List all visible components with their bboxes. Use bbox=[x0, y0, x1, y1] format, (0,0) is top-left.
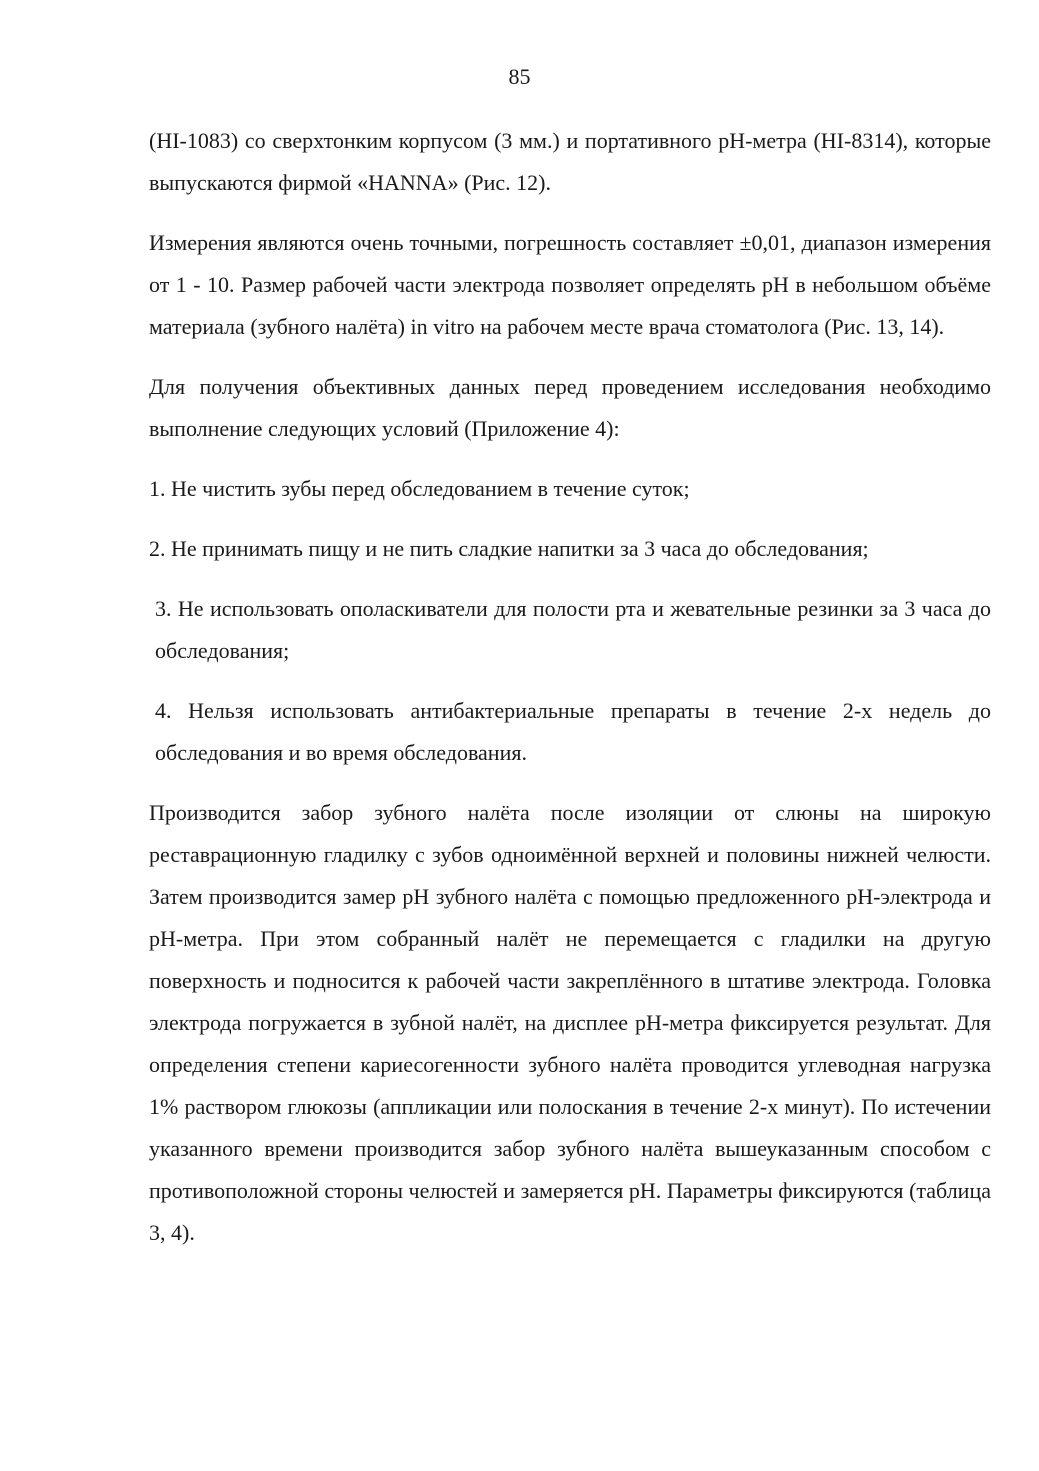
paragraph-conditions-intro: Для получения объективных данных перед проведением исследования необходимо выполнение следующих условий (Приложение 4): bbox=[149, 374, 991, 441]
condition-item-1: 1. Не чистить зубы перед обследованием в течение суток; bbox=[149, 476, 690, 501]
paragraph-procedure: Производится забор зубного налёта после изоляции от слюны на широкую реставрационную гладилку с зубов одноимённой верхней и половины нижней челюсти. Затем производится замер pH зубного налёта с помощью предложенного pH-электрода и pH-метра. При этом собранный налёт не перемещается с гладилки на другую поверхность и подносится к рабочей части закреплённого в штативе электрода. Головка электрода погружается в зубной налёт, на дисплее pH-метра фиксируется результат. Для определения степени кариесогенности зубного налёта проводится углеводная нагрузка 1% раствором глюкозы (аппликации или полоскания в течение 2-х минут). По истечении указанного времени производится забор зубного налёта вышеуказанным способом с противоположной стороны челюстей и замеряется pH. Параметры фиксируются (таблица 3, 4). bbox=[149, 800, 991, 1245]
paragraph-device-description: (HI-1083) со сверхтонким корпусом (3 мм.) и портативного pH-метра (HI-8314), которые выпускаются фирмой «HANNA» (Рис. 12). bbox=[149, 128, 991, 195]
condition-item-2: 2. Не принимать пищу и не пить сладкие напитки за 3 часа до обследования; bbox=[149, 536, 869, 561]
paragraph-measurement-accuracy: Измерения являются очень точными, погрешность составляет ±0,01, диапазон измерения от 1 - 10. Размер рабочей части электрода позволяет определять pH в небольшом объёме материала (зубного налёта) in vitro на рабочем месте врача стоматолога (Рис. 13, 14). bbox=[149, 230, 991, 339]
condition-item-3: 3. Не использовать ополаскиватели для полости рта и жевательные резинки за 3 часа до обследования; bbox=[155, 596, 991, 663]
condition-item-4: 4. Нельзя использовать антибактериальные препараты в течение 2-х недель до обследования и во время обследования. bbox=[155, 698, 991, 765]
page-body bbox=[149, 120, 991, 1272]
page-number: 85 bbox=[508, 64, 531, 89]
